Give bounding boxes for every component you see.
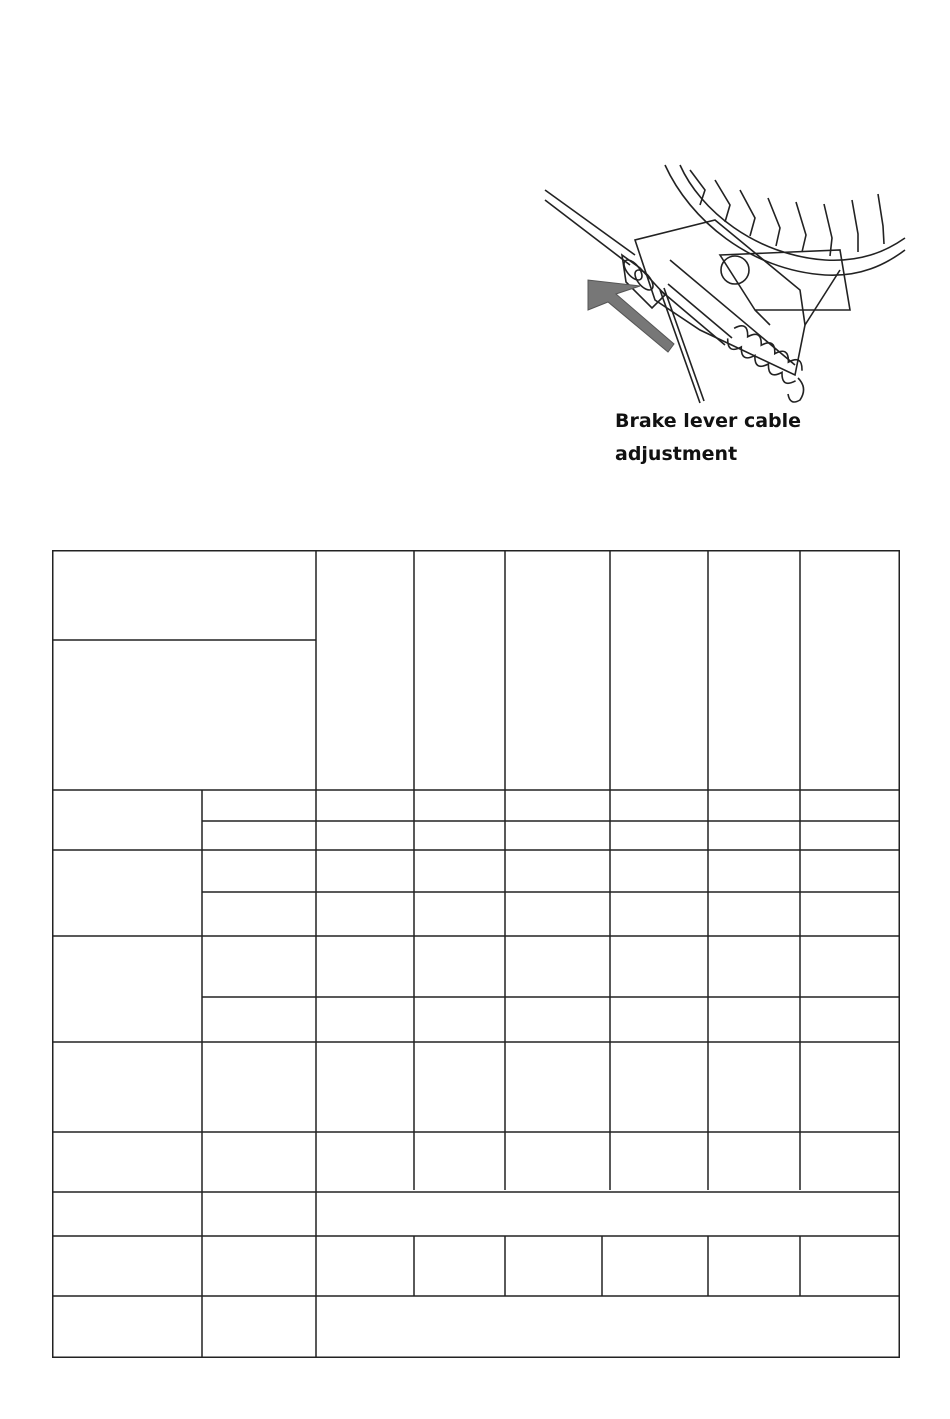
figure-caption	[615, 405, 875, 471]
caption-line-2: adjustment	[615, 443, 738, 465]
caption-line-1: Brake lever cable	[615, 410, 802, 432]
brake-cable-illustration-icon	[540, 160, 910, 420]
specification-table	[52, 550, 900, 1358]
brake-cable-figure	[540, 160, 910, 480]
